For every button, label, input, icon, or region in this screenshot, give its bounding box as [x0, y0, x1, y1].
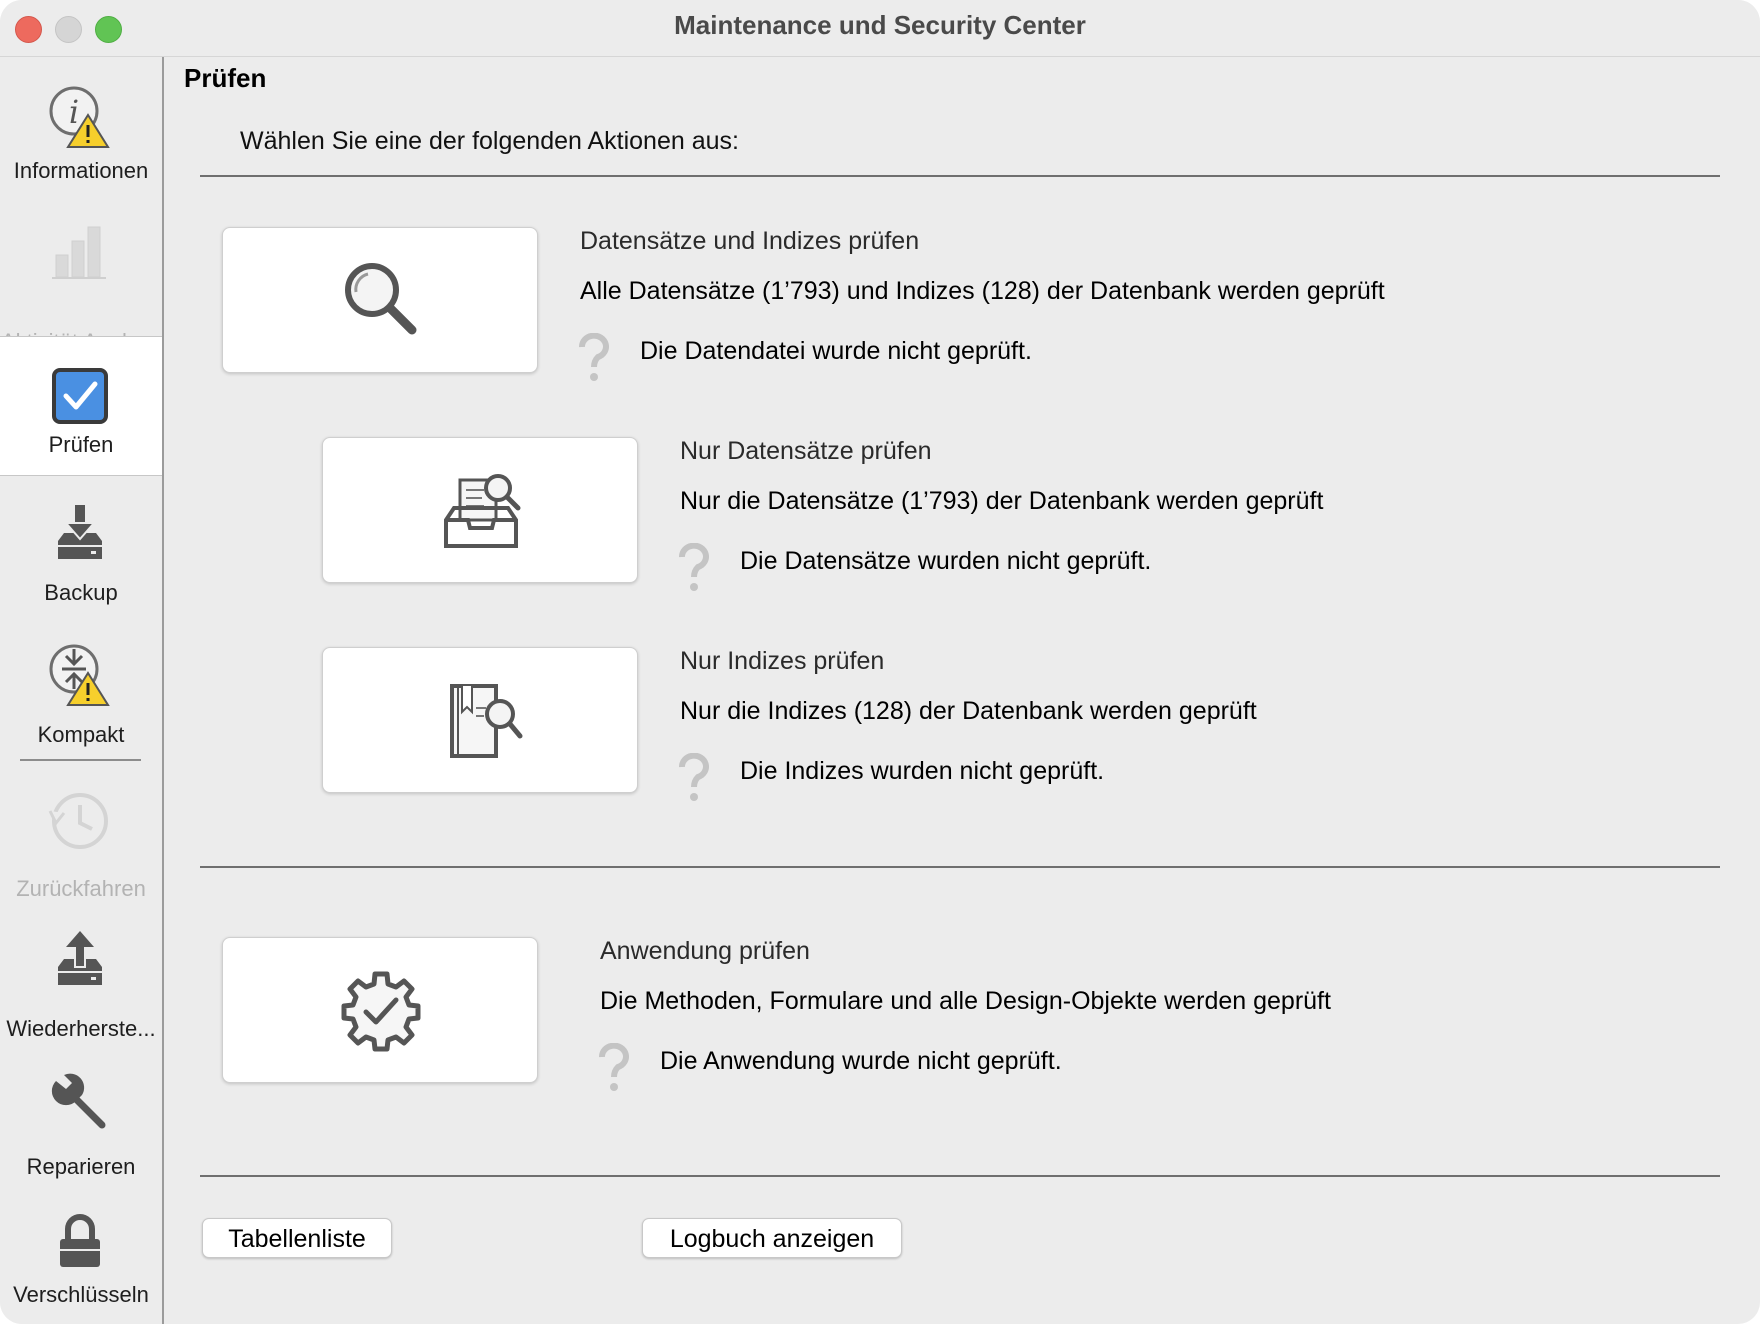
checkbox-icon: [46, 362, 114, 430]
action-title: Nur Indizes prüfen: [680, 647, 885, 675]
question-mark-icon: [676, 543, 712, 593]
sidebar-item-label: Kompakt: [37, 722, 125, 747]
svg-text:i: i: [68, 93, 80, 131]
sidebar-item-label: Informationen: [13, 158, 149, 183]
section-title: Prüfen: [184, 63, 267, 93]
sidebar-item-informationen[interactable]: [0, 75, 162, 195]
sidebar-item-label: Reparieren: [26, 1154, 136, 1179]
sidebar-item-reparieren[interactable]: [0, 1057, 162, 1187]
sidebar-item-wiederherstellen[interactable]: [0, 917, 162, 1047]
wrench-icon: [46, 1069, 114, 1137]
sidebar-item-label: Backup: [44, 580, 118, 605]
sidebar-item-backup[interactable]: [0, 487, 162, 617]
sidebar-item-label: Wiederherste...: [6, 1016, 156, 1041]
action-description: Nur die Indizes (128) der Datenbank werden geprüft: [680, 697, 1257, 725]
gear-check-icon: [338, 968, 424, 1054]
sidebar-item-label: Zurückfahren: [16, 876, 146, 901]
check-records-only-button[interactable]: [322, 437, 638, 583]
action-status: Die Indizes wurden nicht geprüft.: [740, 757, 1105, 785]
sidebar-item-pruefen[interactable]: [0, 336, 162, 476]
show-log-button[interactable]: Logbuch anzeigen: [642, 1218, 902, 1258]
question-mark-icon: [596, 1043, 632, 1093]
check-indexes-only-button[interactable]: [322, 647, 638, 793]
sidebar-item-label: Verschlüsseln: [13, 1282, 149, 1307]
sidebar-item-kompakt[interactable]: [0, 627, 162, 757]
info-warning-icon: [46, 83, 114, 151]
divider: [200, 1175, 1720, 1177]
bar-chart-icon: [46, 215, 114, 283]
magnifier-icon: [338, 258, 424, 344]
index-book-search-icon: [438, 678, 524, 764]
action-status: Die Anwendung wurde nicht geprüft.: [660, 1047, 1062, 1075]
action-description: Alle Datensätze (1’793) und Indizes (128) der Datenbank werden geprüft: [580, 277, 1385, 305]
rollback-clock-icon: [46, 787, 114, 855]
action-title: Datensätze und Indizes prüfen: [580, 227, 920, 255]
action-title: Anwendung prüfen: [600, 937, 810, 965]
check-records-and-indexes-button[interactable]: [222, 227, 538, 373]
restore-upload-icon: [46, 927, 114, 995]
action-status: Die Datendatei wurde nicht geprüft.: [640, 337, 1032, 365]
compact-warning-icon: [46, 641, 114, 709]
action-status: Die Datensätze wurden nicht geprüft.: [740, 547, 1152, 575]
divider: [200, 866, 1720, 868]
question-mark-icon: [676, 753, 712, 803]
table-list-button[interactable]: Tabellenliste: [202, 1218, 392, 1258]
action-title: Nur Datensätze prüfen: [680, 437, 932, 465]
lock-icon: [46, 1207, 114, 1275]
action-description: Die Methoden, Formulare und alle Design-Objekte werden geprüft: [600, 987, 1331, 1015]
sidebar-item-label: Prüfen: [48, 432, 114, 457]
check-application-button[interactable]: [222, 937, 538, 1083]
divider: [200, 175, 1720, 177]
sidebar: [0, 57, 164, 1324]
sidebar-separator: [20, 759, 141, 761]
sidebar-item-zurueckfahren[interactable]: [0, 777, 162, 907]
records-tray-search-icon: [438, 468, 524, 554]
instruction-text: Wählen Sie eine der folgenden Aktionen aus:: [240, 127, 739, 155]
title-bar: [0, 0, 1760, 57]
action-description: Nur die Datensätze (1’793) der Datenbank werden geprüft: [680, 487, 1324, 515]
window-title: Maintenance und Security Center: [674, 10, 1086, 40]
sidebar-item-verschluesseln[interactable]: [0, 1197, 162, 1324]
main-content: [164, 57, 1760, 1324]
question-mark-icon: [576, 333, 612, 383]
backup-download-icon: [46, 501, 114, 569]
